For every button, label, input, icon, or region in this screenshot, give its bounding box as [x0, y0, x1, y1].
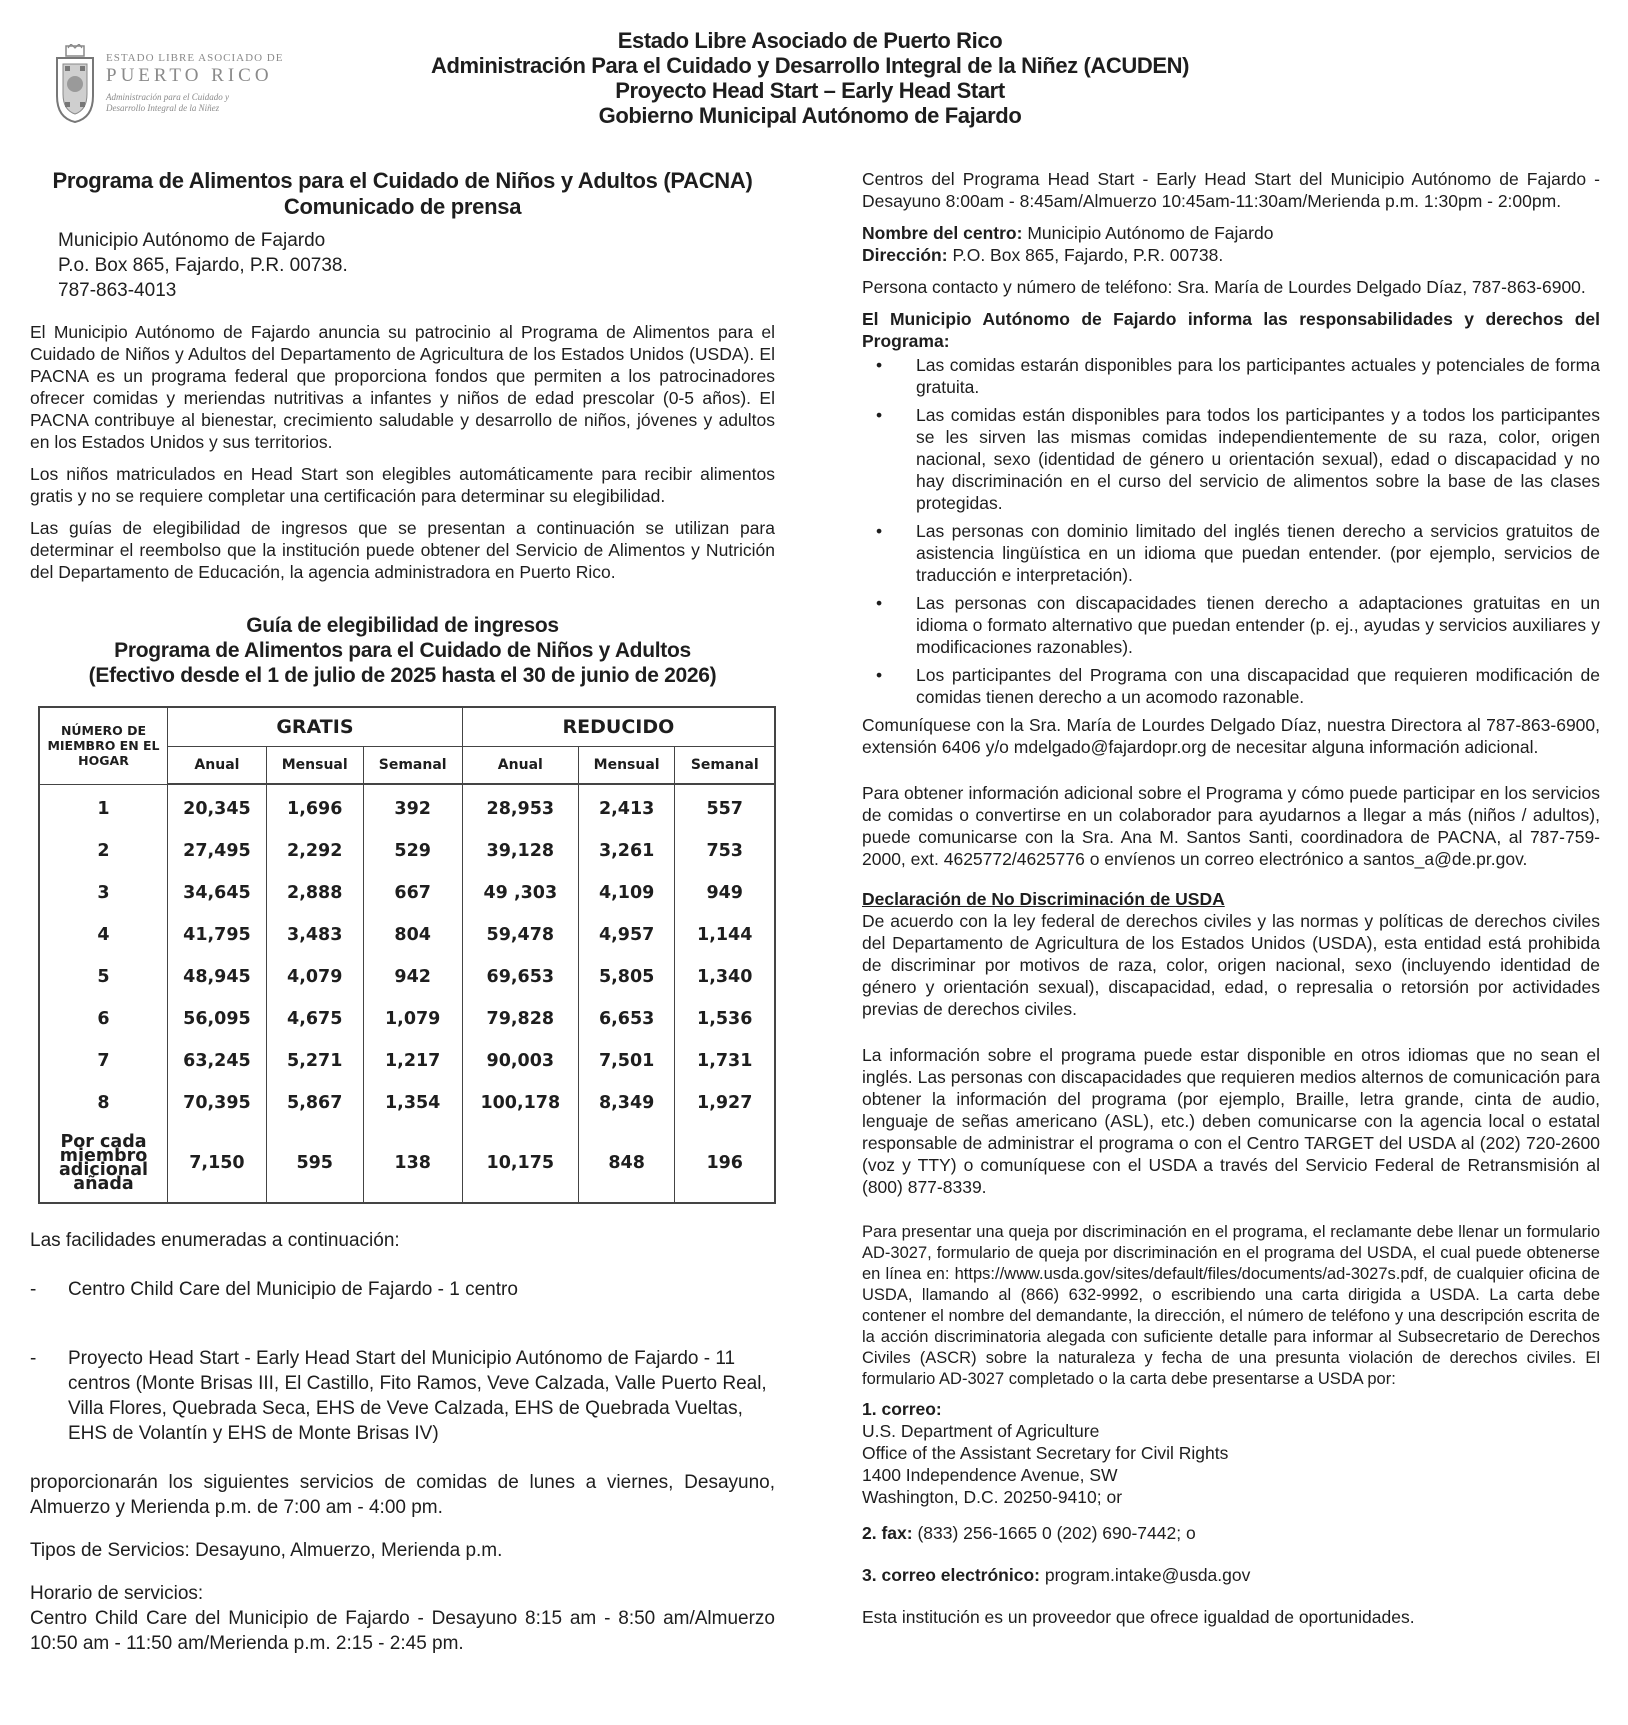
- income-cell: 1,079: [363, 998, 462, 1040]
- schedule-head-start: Centros del Programa Head Start - Early Head Start del Municipio Autónomo de Fajardo - Desayuno 8:00am - 8:45am/Almuerzo 10:45am-11:30am/Merienda p.m. 1:30pm - 2:00pm.: [862, 169, 1600, 211]
- income-cell: 1,731: [675, 1040, 775, 1082]
- household-size-cell: Por cada miembro adicional añada: [39, 1124, 168, 1203]
- income-cell: 529: [363, 830, 462, 872]
- income-cell: 1,927: [675, 1082, 775, 1124]
- income-cell: 1,144: [675, 914, 775, 956]
- income-cell: 49 ,303: [462, 872, 578, 914]
- income-eligibility-table: [38, 706, 776, 1204]
- mail-line: 1400 Independence Avenue, SW: [862, 1465, 1118, 1485]
- service-types: Tipos de Servicios: Desayuno, Almuerzo, Merienda p.m.: [30, 1540, 503, 1561]
- household-size-cell: 1: [39, 784, 168, 830]
- income-cell: 753: [675, 830, 775, 872]
- schedule-label: Horario de servicios:: [30, 1583, 204, 1604]
- logo-line-4: Desarrollo Integral de la Niñez: [106, 103, 220, 113]
- center-name: [862, 222, 1600, 244]
- list-item: • Las comidas están disponibles para todos los participantes y a todos los participantes se les sirven las mismas comidas independientemente de su raza, color, origen nacional, sexo (identidad de género u orientación sexual), edad o discapacidad y no hay discriminación en el curso del servicio de alimentos sobre la base de las clases protegidas.: [876, 405, 1600, 513]
- services-paragraph: proporcionarán los siguientes servicios de comidas de lunes a viernes, Desayuno, Almuerzo y Merienda p.m. de 7:00 am - 4:00 pm.: [30, 1472, 775, 1518]
- income-cell: 6,653: [578, 998, 675, 1040]
- responsibilities-list: [862, 354, 1600, 708]
- guide-line: (Efectivo desde el 1 de julio de 2025 hasta el 30 de junio de 2026): [88, 664, 717, 687]
- list-item: • Las personas con discapacidades tienen derecho a adaptaciones gratuitas en un idioma o formato alternativo que puedan entender (p. ej., ayudas y servicios auxiliares y modificaciones razonables).: [876, 593, 1600, 657]
- household-size-cell: 4: [39, 914, 168, 956]
- list-item: • Los participantes del Programa con una discapacidad que requieren modificación de comidas tienen derecho a un acomodo razonable.: [876, 665, 1600, 707]
- facility-text: Centro Child Care del Municipio de Fajardo - 1 centro: [68, 1279, 518, 1300]
- header-line-1: Estado Libre Asociado de Puerto Rico: [617, 28, 1003, 53]
- income-cell: 59,478: [462, 914, 578, 956]
- facility-item: - Centro Child Care del Municipio de Fajardo - 1 centro: [30, 1279, 518, 1300]
- free-group-header: GRATIS: [168, 707, 463, 747]
- table-row: [39, 784, 775, 830]
- language-access-paragraph: La información sobre el programa puede estar disponible en otros idiomas que no sean el inglés. Las personas con discapacidades que requieren medios alternos de comunicación para obtener la información del programa (por ejemplo, Braille, letra grande, cinta de audio, lenguaje de señas americano (ASL), etc.) deben comunicarse con la agencia local o estatal responsable de administrar el programa o con el Centro TARGET del USDA al (202) 720-2600 (voz y TTY) o comuníquese con el USDA a través del Servicio Federal de Retransmisión al (800) 877-8339.: [862, 1045, 1600, 1197]
- income-cell: 5,805: [578, 956, 675, 998]
- right-column: [862, 168, 1600, 1628]
- logo-line-1: ESTADO LIBRE ASOCIADO DE: [106, 52, 284, 64]
- non-discrimination-paragraph: De acuerdo con la ley federal de derechos civiles y las normas y políticas de derechos civiles del Departamento de Agricultura de los Estados Unidos (USDA), esta entidad está prohibida de discriminar por motivos de raza, color, origen nacional, sexo (incluyendo identidad de género y orientación sexual), discapacidad, edad, o represalia o retorsión por actividades previas de derechos civiles.: [862, 911, 1600, 1019]
- income-cell: 41,795: [168, 914, 267, 956]
- header-line-3: Proyecto Head Start – Early Head Start: [615, 78, 1005, 103]
- acuden-logo: [52, 44, 282, 128]
- fax-value: (833) 256-1665 0 (202) 690-7442; o: [912, 1523, 1196, 1543]
- center-name-label: Nombre del centro:: [862, 223, 1023, 243]
- more-info: Para obtener información adicional sobre el Programa y cómo puede participar en los servicios de comidas o convertirse en un colaborador para ayudarnos a llegar a más (niños / adultos), puede comunicarse con la Sra. Ana M. Santos Santi, coordinadora de PACNA, al 787-759-2000, ext. 4625772/4625776 o envíenos un correo electrónico a santos_a@de.pr.gov.: [862, 783, 1600, 869]
- address-line: 787-863-4013: [58, 280, 177, 301]
- email-label: 3. correo electrónico:: [862, 1565, 1040, 1585]
- mail-line: U.S. Department of Agriculture: [862, 1421, 1100, 1441]
- income-cell: 2,888: [266, 872, 363, 914]
- income-cell: 1,696: [266, 784, 363, 830]
- column-header: Anual: [168, 747, 267, 785]
- income-cell: 392: [363, 784, 462, 830]
- income-cell: 3,483: [266, 914, 363, 956]
- list-item: • Las comidas estarán disponibles para los participantes actuales y potenciales de forma gratuita.: [876, 355, 1600, 397]
- table-row: [39, 872, 775, 914]
- sponsor-address: [58, 228, 775, 303]
- table-row: [39, 914, 775, 956]
- logo-line-3: Administración para el Cuidado y: [106, 92, 229, 102]
- household-size-cell: 7: [39, 1040, 168, 1082]
- press-title: Programa de Alimentos para el Cuidado de Niños y Adultos (PACNA): [52, 168, 753, 193]
- income-cell: 2,413: [578, 784, 675, 830]
- guide-line: Programa de Alimentos para el Cuidado de Niños y Adultos: [114, 639, 691, 662]
- income-cell: 10,175: [462, 1124, 578, 1203]
- header-line-2: Administración Para el Cuidado y Desarrollo Integral de la Niñez (ACUDEN): [430, 53, 1190, 78]
- center-address-label: Dirección:: [862, 245, 948, 265]
- column-header: Anual: [462, 747, 578, 785]
- schedule-child-care: Centro Child Care del Municipio de Fajardo - Desayuno 8:15 am - 8:50 am/Almuerzo 10:50 am - 11:50 am/Merienda p.m. 2:15 - 2:45 pm.: [30, 1608, 775, 1654]
- income-cell: 804: [363, 914, 462, 956]
- puerto-rico-seal-icon: [52, 44, 98, 124]
- center-name-value: Municipio Autónomo de Fajardo: [1022, 223, 1274, 243]
- column-header: Semanal: [675, 747, 775, 785]
- press-subtitle: Comunicado de prensa: [283, 194, 522, 219]
- table-row: [39, 1040, 775, 1082]
- household-size-cell: 5: [39, 956, 168, 998]
- mail-address: [862, 1420, 1600, 1508]
- income-cell: 667: [363, 872, 462, 914]
- reduced-group-header: REDUCIDO: [462, 707, 775, 747]
- income-cell: 595: [266, 1124, 363, 1203]
- income-cell: 79,828: [462, 998, 578, 1040]
- facility-text: Proyecto Head Start - Early Head Start del Municipio Autónomo de Fajardo - 11 centros (Monte Brisas III, El Castillo, Fito Ramos, Veve Calzada, Valle Puerto Real, Villa Flores, Quebrada Seca, EHS de Veve Calzada, EHS de Quebrada Vueltas, EHS de Volantín y EHS de Monte Brisas IV): [68, 1348, 767, 1444]
- income-cell: 100,178: [462, 1082, 578, 1124]
- income-cell: 27,495: [168, 830, 267, 872]
- income-cell: 28,953: [462, 784, 578, 830]
- income-cell: 63,245: [168, 1040, 267, 1082]
- income-cell: 4,109: [578, 872, 675, 914]
- paragraph-intro: El Municipio Autónomo de Fajardo anuncia su patrocinio al Programa de Alimentos para el Cuidado de Niños y Adultos del Departamento de Agricultura de los Estados Unidos (USDA). El PACNA es un programa federal que proporciona fondos que permiten a los patrocinadores ofrecer comidas y meriendas nutritivas a infantes y niños de edad prescolar (0-5 años). El PACNA contribuye al bienestar, crecimiento saludable y desarrollo de niños, jóvenes y adultos en los Estados Unidos y sus territorios.: [30, 322, 775, 452]
- responsibilities-title: El Municipio Autónomo de Fajardo informa las responsabilidades y derechos del Programa:: [862, 309, 1600, 351]
- income-cell: 196: [675, 1124, 775, 1203]
- logo-line-2: PUERTO RICO: [106, 65, 273, 86]
- income-cell: 39,128: [462, 830, 578, 872]
- income-cell: 34,645: [168, 872, 267, 914]
- mail-label: 1. correo:: [862, 1399, 942, 1419]
- income-cell: 1,536: [675, 998, 775, 1040]
- income-cell: 848: [578, 1124, 675, 1203]
- fax-line: [862, 1522, 1600, 1544]
- center-address-value: P.O. Box 865, Fajardo, P.R. 00738.: [947, 245, 1224, 265]
- income-cell: 69,653: [462, 956, 578, 998]
- income-cell: 942: [363, 956, 462, 998]
- table-row: [39, 1124, 775, 1203]
- header-line-4: Gobierno Municipal Autónomo de Fajardo: [598, 103, 1022, 128]
- household-size-cell: 2: [39, 830, 168, 872]
- income-cell: 5,271: [266, 1040, 363, 1082]
- guide-line: Guía de elegibilidad de ingresos: [246, 614, 559, 637]
- income-cell: 1,340: [675, 956, 775, 998]
- address-line: Municipio Autónomo de Fajardo: [58, 230, 326, 251]
- mail-line: Office of the Assistant Secretary for Civil Rights: [862, 1443, 1229, 1463]
- table-row: [39, 830, 775, 872]
- income-cell: 56,095: [168, 998, 267, 1040]
- document-header: [330, 28, 1290, 128]
- column-header: Semanal: [363, 747, 462, 785]
- email-value: program.intake@usda.gov: [1039, 1565, 1251, 1585]
- income-cell: 1,354: [363, 1082, 462, 1124]
- table-row: [39, 998, 775, 1040]
- address-line: P.o. Box 865, Fajardo, P.R. 00738.: [58, 255, 348, 276]
- email-line: [862, 1564, 1600, 1586]
- income-cell: 4,079: [266, 956, 363, 998]
- director-contact: Comuníquese con la Sra. María de Lourdes Delgado Díaz, nuestra Directora al 787-863-6900, extensión 6406 y/o mdelgado@fajardopr.org de necesitar alguna información adicional.: [862, 715, 1600, 757]
- left-column: [30, 168, 775, 1656]
- complaint-paragraph: Para presentar una queja por discriminación en el programa, el reclamante debe llenar un formulario AD-3027, formulario de queja por discriminación en el programa del USDA, el cual puede obtenerse en línea en: https://www.usda.gov/sites/default/files/documents/ad-3027s.pdf, de cualquier oficina de USDA, llamando al (866) 632-9992, o escribiendo una carta dirigida a USDA. La carta debe contener el nombre del demandante, la dirección, el número de teléfono y una descripción escrita de la acción discriminatoria alegada con suficiente detalle para informar al Subsecretario de Derechos Civiles (ASCR) sobre la naturaleza y fecha de una presunta violación de derechos civiles. El formulario AD-3027 completado o la carta debe presentarse a USDA por:: [862, 1223, 1600, 1388]
- income-cell: 90,003: [462, 1040, 578, 1082]
- non-discrimination-title: Declaración de No Discriminación de USDA: [862, 889, 1225, 909]
- facilities-intro: Las facilidades enumeradas a continuación:: [30, 1230, 400, 1251]
- household-size-cell: 6: [39, 998, 168, 1040]
- income-guide-title: [30, 613, 775, 688]
- table-row: [39, 1082, 775, 1124]
- income-cell: 557: [675, 784, 775, 830]
- income-cell: 5,867: [266, 1082, 363, 1124]
- paragraph-head-start: Los niños matriculados en Head Start son elegibles automáticamente para recibir alimentos gratis y no se requiere completar una certificación para determinar su elegibilidad.: [30, 464, 775, 506]
- equal-opportunity-statement: Esta institución es un proveedor que ofrece igualdad de oportunidades.: [862, 1607, 1415, 1627]
- facility-item: - Proyecto Head Start - Early Head Start del Municipio Autónomo de Fajardo - 11 centros (Monte Brisas III, El Castillo, Fito Ramos, Veve Calzada, Valle Puerto Real, Villa Flores, Quebrada Seca, EHS de Veve Calzada, EHS de Quebrada Vueltas, EHS de Volantín y EHS de Monte Brisas IV): [30, 1348, 767, 1444]
- income-cell: 138: [363, 1124, 462, 1203]
- column-header: Mensual: [578, 747, 675, 785]
- income-cell: 2,292: [266, 830, 363, 872]
- income-cell: 8,349: [578, 1082, 675, 1124]
- income-cell: 20,345: [168, 784, 267, 830]
- household-size-cell: 3: [39, 872, 168, 914]
- income-cell: 4,957: [578, 914, 675, 956]
- contact-person: Persona contacto y número de teléfono: Sra. María de Lourdes Delgado Díaz, 787-863-6900.: [862, 277, 1586, 297]
- income-cell: 7,501: [578, 1040, 675, 1082]
- list-item: • Las personas con dominio limitado del inglés tienen derecho a servicios gratuitos de asistencia lingüística en un idioma que puedan entender. (por ejemplo, servicios de traducción e interpretación).: [876, 521, 1600, 585]
- income-cell: 1,217: [363, 1040, 462, 1082]
- mail-line: Washington, D.C. 20250-9410; or: [862, 1487, 1123, 1507]
- household-size-cell: 8: [39, 1082, 168, 1124]
- income-cell: 4,675: [266, 998, 363, 1040]
- income-cell: 3,261: [578, 830, 675, 872]
- household-size-header: NÚMERO DE MIEMBRO EN EL HOGAR: [39, 707, 168, 784]
- table-row: [39, 956, 775, 998]
- paragraph-guidelines: Las guías de elegibilidad de ingresos que se presentan a continuación se utilizan para determinar el reembolso que la institución puede obtener del Servicio de Alimentos y Nutrición del Departamento de Educación, la agencia administradora en Puerto Rico.: [30, 518, 775, 582]
- column-header: Mensual: [266, 747, 363, 785]
- income-cell: 48,945: [168, 956, 267, 998]
- income-cell: 949: [675, 872, 775, 914]
- fax-label: 2. fax:: [862, 1523, 913, 1543]
- center-address: [862, 244, 1600, 266]
- income-cell: 7,150: [168, 1124, 267, 1203]
- income-cell: 70,395: [168, 1082, 267, 1124]
